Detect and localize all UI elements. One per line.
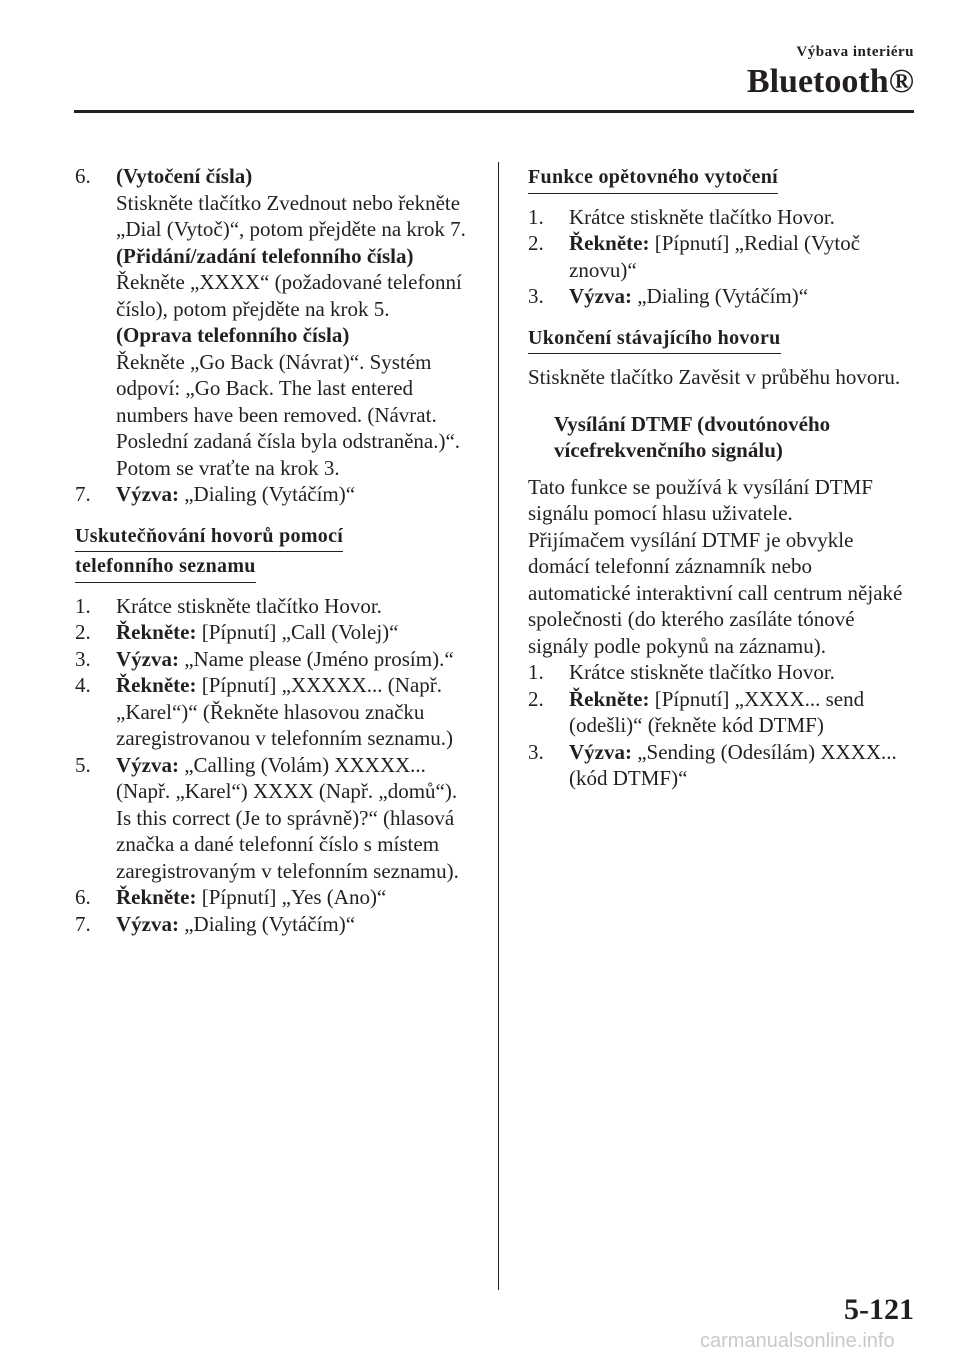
section-heading-phonebook <box>75 522 475 583</box>
dtmf-paragraph: Přijímačem vysílání DTMF je obvykle domácí telefonní záznamník nebo automatické interaktivní call centrum nějaké společnosti (do kterého zasíláte tónové signály podle pokynů na záznamu). <box>528 527 903 658</box>
step-text: „Dialing (Vytáčím)“ <box>184 911 356 936</box>
step-6-dial <box>75 163 475 481</box>
step-label: Výzva: <box>116 482 179 506</box>
page-number: 5-121 <box>844 1293 914 1326</box>
step-label: Řekněte: <box>569 686 650 711</box>
left-column <box>75 163 475 937</box>
step-text: [Pípnutí] „Yes (Ano)“ <box>201 885 387 909</box>
step-label: Výzva: <box>569 739 632 764</box>
step-label: Výzva: <box>116 911 179 936</box>
step-label: Řekněte: <box>116 620 197 644</box>
step-number: 1. <box>528 660 544 684</box>
column-divider <box>498 162 499 1290</box>
section-heading-end-call <box>528 324 918 355</box>
dtmf-steps <box>528 659 918 792</box>
step-number: 2. <box>528 686 544 711</box>
right-column <box>528 163 918 792</box>
step-number: 6. <box>75 885 91 909</box>
step-text: „Calling (Volám) XXXXX... (Např. „Karel“) XXXX (Např. „domů“). Is this correct (Je to správně)?“ (hlasová značka a dané telefonní číslo s místem zaregistrovaným v telefonním seznamu). <box>116 752 459 883</box>
list-item <box>75 646 475 673</box>
list-item <box>75 752 475 885</box>
step-number: 3. <box>75 646 91 671</box>
phonebook-steps <box>75 593 475 938</box>
step-text: [Pípnutí] „Redial (Vytoč znovu)“ <box>569 231 861 282</box>
step-label: Řekněte: <box>116 673 197 697</box>
step-text: „Sending (Odesílám) XXXX... (kód DTMF)“ <box>569 739 897 790</box>
step-number: 1. <box>528 204 544 229</box>
list-item <box>75 619 475 646</box>
step-text: Řekněte „XXXX“ (požadované telefonní číslo), potom přejděte na krok 5. <box>116 270 462 321</box>
step-number: 6. <box>75 164 91 188</box>
heading-line: Funkce opětovného vytočení <box>528 164 778 194</box>
step-number: 2. <box>75 620 91 644</box>
step-number: 3. <box>528 739 544 764</box>
step-number: 7. <box>75 911 91 936</box>
section-heading-dtmf: Vysílání DTMF (dvoutónového vícefrekvenčního signálu) <box>554 411 831 462</box>
step-text: [Pípnutí] „XXXXX... (Např. „Karel“)“ (Řekněte hlasovou značku zaregistrovanou v telefonním seznamu.) <box>116 673 454 750</box>
step-text: Krátce stiskněte tlačítko Hovor. <box>569 660 835 684</box>
header-rule <box>74 110 914 113</box>
subheading-dial-number: (Vytočení čísla) <box>116 164 253 188</box>
watermark-text: carmanualsonline.info <box>700 1330 895 1352</box>
subheading-correct-number: (Oprava telefonního čísla) <box>116 323 350 347</box>
step-text: Krátce stiskněte tlačítko Hovor. <box>569 204 835 229</box>
heading-line: Ukončení stávajícího hovoru <box>528 325 781 355</box>
step-text: „Dialing (Vytáčím)“ <box>637 284 809 308</box>
list-item <box>528 283 918 310</box>
step-text: „Name please (Jméno prosím).“ <box>184 646 454 671</box>
section-label: Výbava interiéru <box>796 44 914 60</box>
step-number: 4. <box>75 673 91 697</box>
list-item <box>528 659 918 686</box>
step-text: Řekněte „Go Back (Návrat)“. Systém odpoví: „Go Back. The last entered numbers have been removed. (Návrat. Poslední zadaná čísla byla odstraněna.)“. Potom se vraťte na krok 3. <box>116 349 461 480</box>
heading-line: Uskutečňování hovorů pomocí <box>75 523 343 553</box>
step-number: 1. <box>75 593 91 618</box>
step-text: Stiskněte tlačítko Zvednout nebo řekněte „Dial (Vytoč)“, potom přejděte na krok 7. <box>116 190 466 241</box>
step-label: Výzva: <box>569 284 632 308</box>
step-number: 5. <box>75 752 91 777</box>
section-heading-redial <box>528 163 918 194</box>
list-item <box>528 204 918 231</box>
step-text: Krátce stiskněte tlačítko Hovor. <box>116 593 382 618</box>
list-item <box>528 739 918 792</box>
step-text: [Pípnutí] „XXXX... send (odešli)“ (řekněte kód DTMF) <box>569 686 865 737</box>
end-call-text: Stiskněte tlačítko Zavěsit v průběhu hovoru. <box>528 365 901 389</box>
dtmf-paragraph: Tato funkce se používá k vysílání DTMF signálu pomocí hlasu uživatele. <box>528 474 873 525</box>
subheading-add-number: (Přidání/zadání telefonního čísla) <box>116 243 414 268</box>
list-item <box>528 230 918 283</box>
step-label: Výzva: <box>116 646 179 671</box>
redial-steps <box>528 204 918 310</box>
step-label: Výzva: <box>116 752 179 777</box>
step-number: 7. <box>75 482 91 506</box>
step-number: 3. <box>528 284 544 308</box>
list-item <box>75 672 475 752</box>
step-label: Řekněte: <box>116 885 197 909</box>
step-label: Řekněte: <box>569 231 650 255</box>
step-text: [Pípnutí] „Call (Volej)“ <box>201 620 399 644</box>
list-item <box>75 593 475 620</box>
list-item <box>75 911 475 938</box>
list-item <box>75 884 475 911</box>
list-item <box>528 686 918 739</box>
step-number: 2. <box>528 231 544 255</box>
heading-line: telefonního seznamu <box>75 553 256 583</box>
page-title: Bluetooth® <box>746 63 914 100</box>
step-7-prompt <box>75 481 475 508</box>
step-text: „Dialing (Vytáčím)“ <box>184 482 356 506</box>
